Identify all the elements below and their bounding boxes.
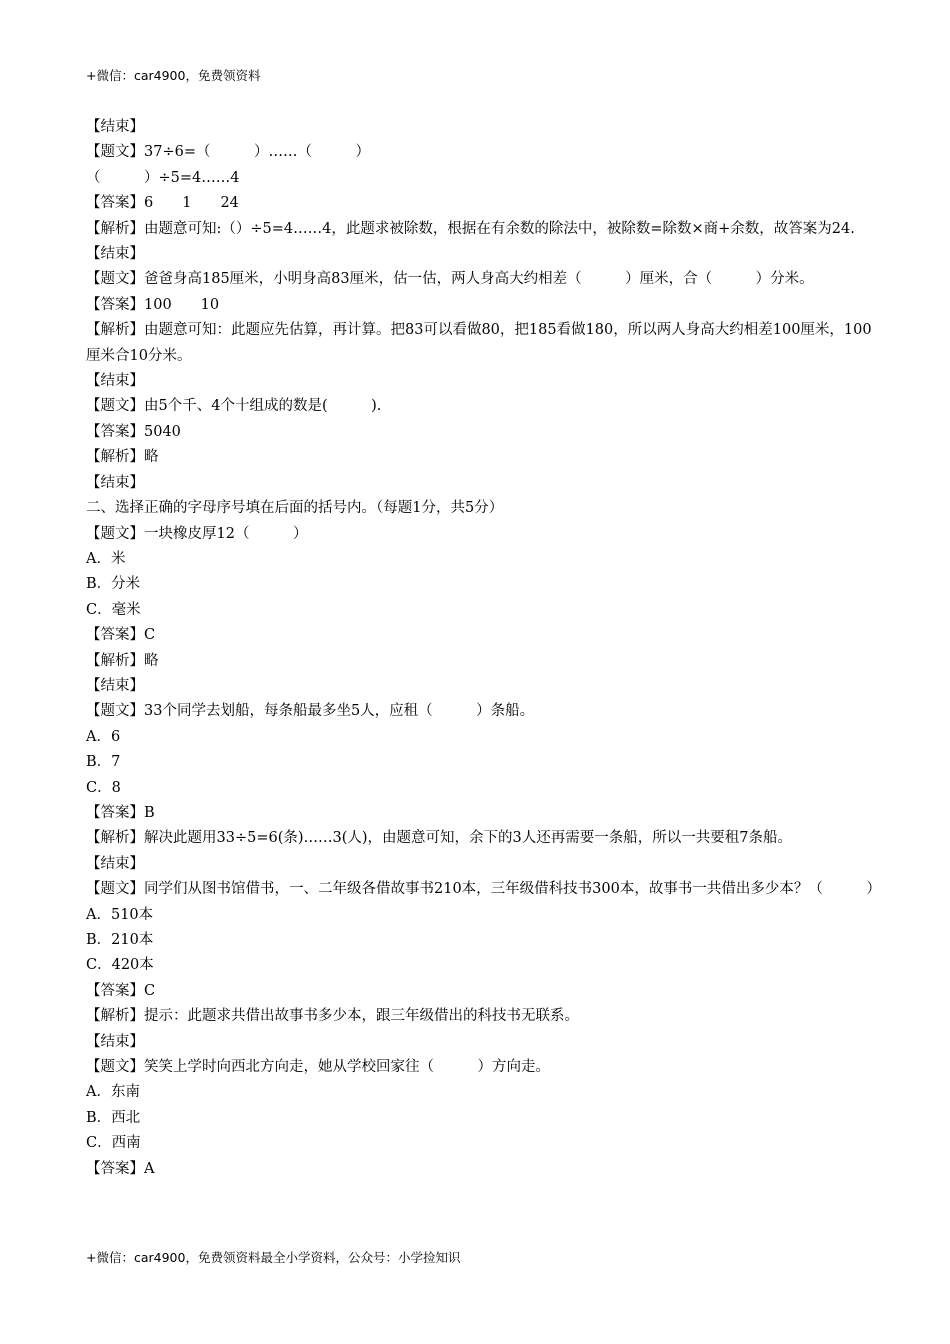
text-line: 【结束】	[86, 1033, 144, 1050]
text-line: 【解析】略	[86, 449, 159, 466]
text-line: 【解析】解决此题用33÷5=6(条)……3(人)，由题意可知，余下的3人还再需要一条船，所以一共要租7条船。	[86, 830, 793, 847]
option-line: C．420本	[86, 957, 154, 974]
text-line: 【解析】由题意可知:（）÷5=4……4，此题求被除数，根据在有余数的除法中，被除数=除数×商+余数，故答案为24.	[86, 220, 855, 237]
text-line: 【题文】爸爸身高185厘米，小明身高83厘米，估一估，两人身高大约相差（ ）厘米，合（ ）分米。	[86, 271, 814, 288]
text-line: 【答案】5040	[86, 423, 181, 440]
text-line: 【答案】B	[86, 804, 155, 821]
text-line: （ ）÷5=4……4	[86, 169, 240, 186]
option-line: C．8	[86, 779, 121, 796]
text-line: 【答案】C	[86, 627, 156, 644]
option-line: A．6	[86, 728, 121, 745]
text-line: 【解析】提示：此题求共借出故事书多少本，跟三年级借出的科技书无联系。	[86, 1008, 579, 1025]
option-line: C．西南	[86, 1135, 141, 1152]
text-line: 【题文】笑笑上学时向西北方向走，她从学校回家往（ ）方向走。	[86, 1059, 550, 1076]
option-line: B．分米	[86, 576, 141, 593]
text-line: 【结束】	[86, 474, 144, 491]
text-line: 【题文】37÷6=（ ）……（ ）	[86, 144, 370, 161]
text-line: 【结束】	[86, 855, 144, 872]
page-header: +微信：car4900，免费领资料	[86, 68, 261, 83]
option-line: C．毫米	[86, 601, 141, 618]
option-line: B．西北	[86, 1109, 141, 1126]
text-line: 【结束】	[86, 373, 144, 390]
document-body	[86, 115, 881, 1182]
text-line: 【答案】6 1 24	[86, 195, 239, 212]
text-line: 【结束】	[86, 119, 144, 135]
text-line: 【题文】同学们从图书馆借书，一、二年级各借故事书210本，三年级借科技书300本，故事书一共借出多少本？（ ）	[86, 881, 881, 898]
text-line: 【结束】	[86, 246, 144, 263]
option-line: A．米	[86, 550, 126, 567]
text-line: 【解析】略	[86, 652, 159, 669]
text-line: 【题文】一块橡皮厚12（ ）	[86, 525, 308, 542]
page-footer: +微信：car4900，免费领资料最全小学资料，公众号：小学捡知识	[86, 1250, 461, 1265]
option-line: A．东南	[86, 1084, 140, 1101]
text-line: 【题文】33个同学去划船，每条船最多坐5人，应租（ ）条船。	[86, 703, 535, 720]
text-line: 【题文】由5个千、4个十组成的数是( ).	[86, 398, 382, 415]
option-line: A．510本	[86, 906, 154, 923]
text-line: 【结束】	[86, 677, 144, 694]
text-line: 【解析】由题意可知：此题应先估算，再计算。把83可以看做80，把185看做180，所以两人身高大约相差100厘米，100厘米合10分米。	[86, 322, 872, 364]
section-heading: 二、选择正确的字母序号填在后面的括号内。（每题1分，共5分）	[86, 500, 504, 517]
text-line: 【答案】C	[86, 982, 156, 999]
option-line: B．7	[86, 754, 121, 771]
text-line: 【答案】100 10	[86, 296, 220, 313]
option-line: B．210本	[86, 932, 154, 948]
text-line: 【答案】A	[86, 1160, 155, 1177]
